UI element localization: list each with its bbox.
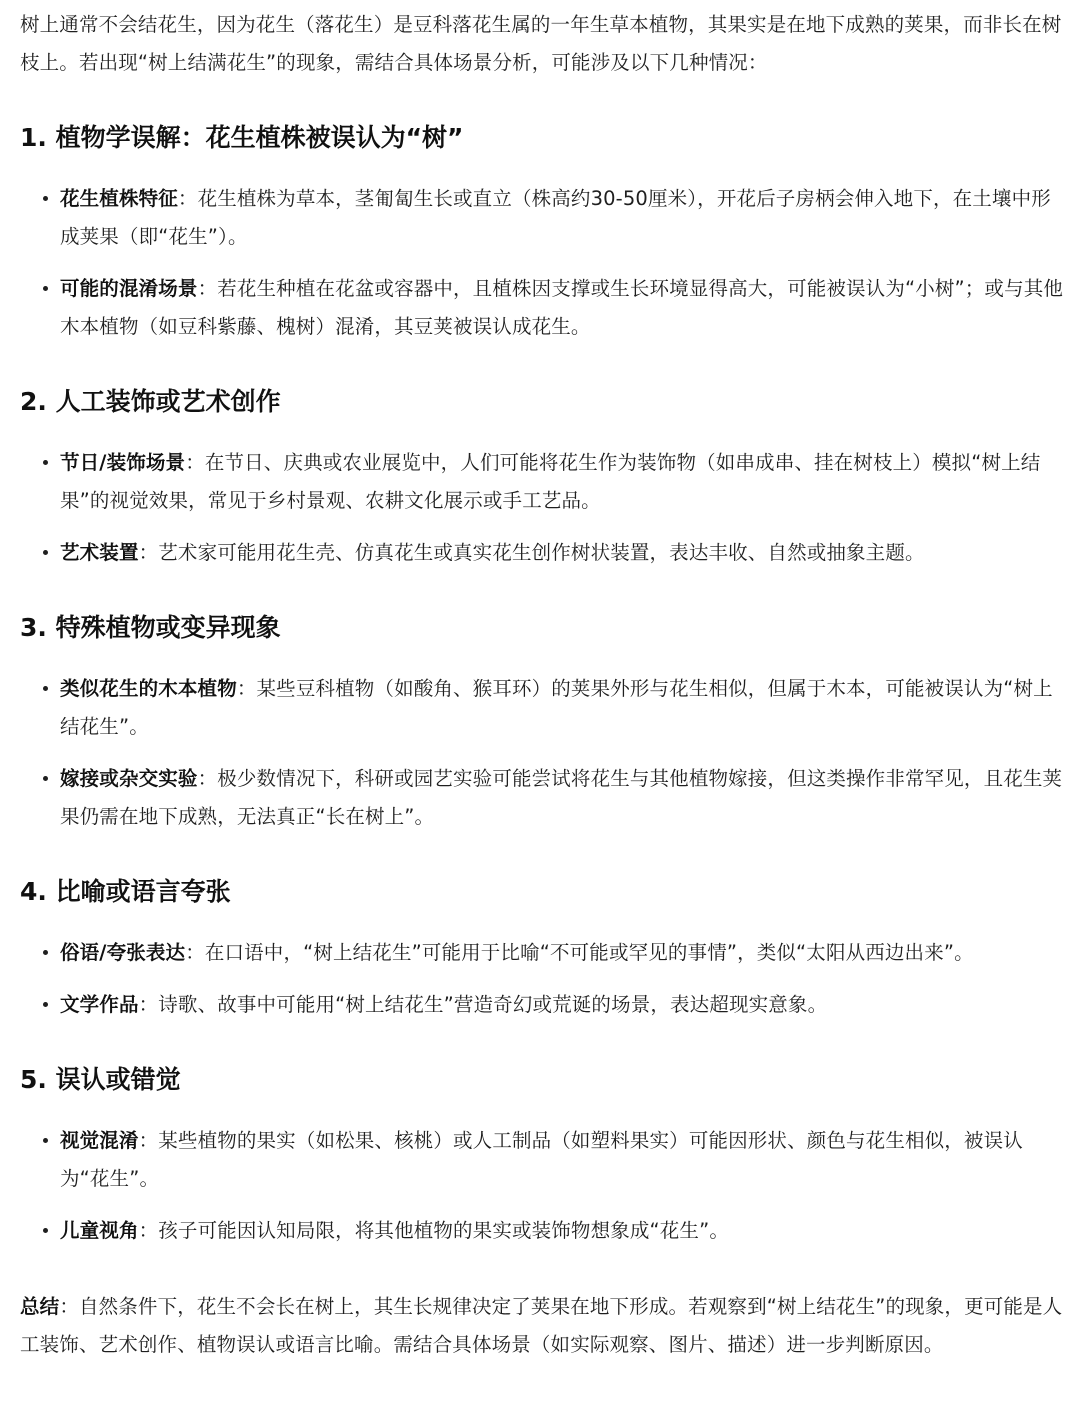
summary-text: 自然条件下，花生不会长在树上，其生长规律决定了荚果在地下形成。若观察到“树上结花生”的现象，更可能是人工装饰、艺术创作、植物误认或语言比喻。需结合具体场景（如实际观察、图片、描述）进一步判断原因。 xyxy=(20,1295,1063,1356)
list-item xyxy=(20,986,1070,1024)
list-item xyxy=(20,670,1070,746)
item-text: 某些豆科植物（如酸角、猴耳环）的荚果外形与花生相似，但属于木本，可能被误认为“树上结花生”。 xyxy=(60,677,1053,738)
item-term: 类似花生的木本植物 xyxy=(60,677,237,700)
list-item xyxy=(20,180,1070,256)
item-term: 节日/装饰场景 xyxy=(60,451,186,474)
bullet-dot-icon xyxy=(43,460,48,465)
item-separator: ： xyxy=(138,541,159,564)
list-item xyxy=(20,934,1070,972)
item-term: 俗语/夸张表达 xyxy=(60,941,186,964)
item-term: 视觉混淆 xyxy=(60,1129,139,1152)
item-text: 诗歌、故事中可能用“树上结花生”营造奇幻或荒诞的场景，表达超现实意象。 xyxy=(158,993,828,1016)
section-heading: 3. 特殊植物或变异现象 xyxy=(20,613,281,642)
summary-paragraph xyxy=(20,1288,1070,1364)
summary-term: 总结 xyxy=(20,1295,60,1318)
item-text: 极少数情况下，科研或园艺实验可能尝试将花生与其他植物嫁接，但这类操作非常罕见，且花生荚果仍需在地下成熟，无法真正“长在树上”。 xyxy=(60,767,1063,828)
item-separator: ： xyxy=(197,277,218,300)
item-term: 嫁接或杂交实验 xyxy=(60,767,198,790)
bullet-dot-icon xyxy=(43,550,48,555)
item-term: 文学作品 xyxy=(60,993,139,1016)
item-term: 艺术装置 xyxy=(60,541,139,564)
item-separator: ： xyxy=(138,993,159,1016)
bullet-dot-icon xyxy=(43,196,48,201)
section-2 xyxy=(20,384,1070,572)
item-term: 儿童视角 xyxy=(60,1219,139,1242)
list-item xyxy=(20,444,1070,520)
item-separator: ： xyxy=(197,767,218,790)
bullet-list xyxy=(20,670,1070,836)
bullet-dot-icon xyxy=(43,1228,48,1233)
list-item xyxy=(20,1212,1070,1250)
item-separator: ： xyxy=(185,451,205,474)
bullet-list xyxy=(20,1122,1070,1250)
sections-container xyxy=(20,120,1070,1250)
item-term: 花生植株特征 xyxy=(60,187,178,210)
item-separator: ： xyxy=(138,1129,159,1152)
list-item xyxy=(20,534,1070,572)
list-item xyxy=(20,760,1070,836)
bullet-dot-icon xyxy=(43,686,48,691)
item-text: 孩子可能因认知局限，将其他植物的果实或装饰物想象成“花生”。 xyxy=(158,1219,729,1242)
item-separator: ： xyxy=(185,941,205,964)
item-text: 艺术家可能用花生壳、仿真花生或真实花生创作树状装置，表达丰收、自然或抽象主题。 xyxy=(158,541,925,564)
item-separator: ： xyxy=(236,677,257,700)
section-heading: 4. 比喻或语言夸张 xyxy=(20,877,231,906)
section-heading: 1. 植物学误解：花生植株被误认为“树” xyxy=(20,123,464,152)
bullet-dot-icon xyxy=(43,286,48,291)
item-separator: ： xyxy=(177,187,198,210)
bullet-list xyxy=(20,180,1070,346)
bullet-list xyxy=(20,444,1070,572)
section-5 xyxy=(20,1062,1070,1250)
section-4 xyxy=(20,874,1070,1024)
list-item xyxy=(20,1122,1070,1198)
item-text: 在节日、庆典或农业展览中，人们可能将花生作为装饰物（如串成串、挂在树枝上）模拟“树上结果”的视觉效果，常见于乡村景观、农耕文化展示或手工艺品。 xyxy=(60,451,1041,512)
bullet-dot-icon xyxy=(43,776,48,781)
intro-paragraph: 树上通常不会结花生，因为花生（落花生）是豆科落花生属的一年生草本植物，其果实是在地下成熟的荚果，而非长在树枝上。若出现“树上结满花生”的现象，需结合具体场景分析，可能涉及以下几种情况： xyxy=(20,13,1062,74)
bullet-dot-icon xyxy=(43,1002,48,1007)
item-text: 花生植株为草本，茎匍匐生长或直立（株高约30-50厘米），开花后子房柄会伸入地下，在土壤中形成荚果（即“花生”）。 xyxy=(60,187,1051,248)
section-3 xyxy=(20,610,1070,836)
bullet-dot-icon xyxy=(43,950,48,955)
bullet-list xyxy=(20,934,1070,1024)
item-term: 可能的混淆场景 xyxy=(60,277,198,300)
list-item xyxy=(20,270,1070,346)
section-1 xyxy=(20,120,1070,346)
item-text: 在口语中，“树上结花生”可能用于比喻“不可能或罕见的事情”，类似“太阳从西边出来”。 xyxy=(204,941,974,964)
section-heading: 2. 人工装饰或艺术创作 xyxy=(20,387,281,416)
bullet-dot-icon xyxy=(43,1138,48,1143)
summary-separator: ： xyxy=(59,1295,79,1318)
item-text: 若花生种植在花盆或容器中，且植株因支撑或生长环境显得高大，可能被误认为“小树”；或与其他木本植物（如豆科紫藤、槐树）混淆，其豆荚被误认成花生。 xyxy=(60,277,1064,338)
item-text: 某些植物的果实（如松果、核桃）或人工制品（如塑料果实）可能因形状、颜色与花生相似，被误认为“花生”。 xyxy=(60,1129,1023,1190)
item-separator: ： xyxy=(138,1219,159,1242)
section-heading: 5. 误认或错觉 xyxy=(20,1065,181,1094)
